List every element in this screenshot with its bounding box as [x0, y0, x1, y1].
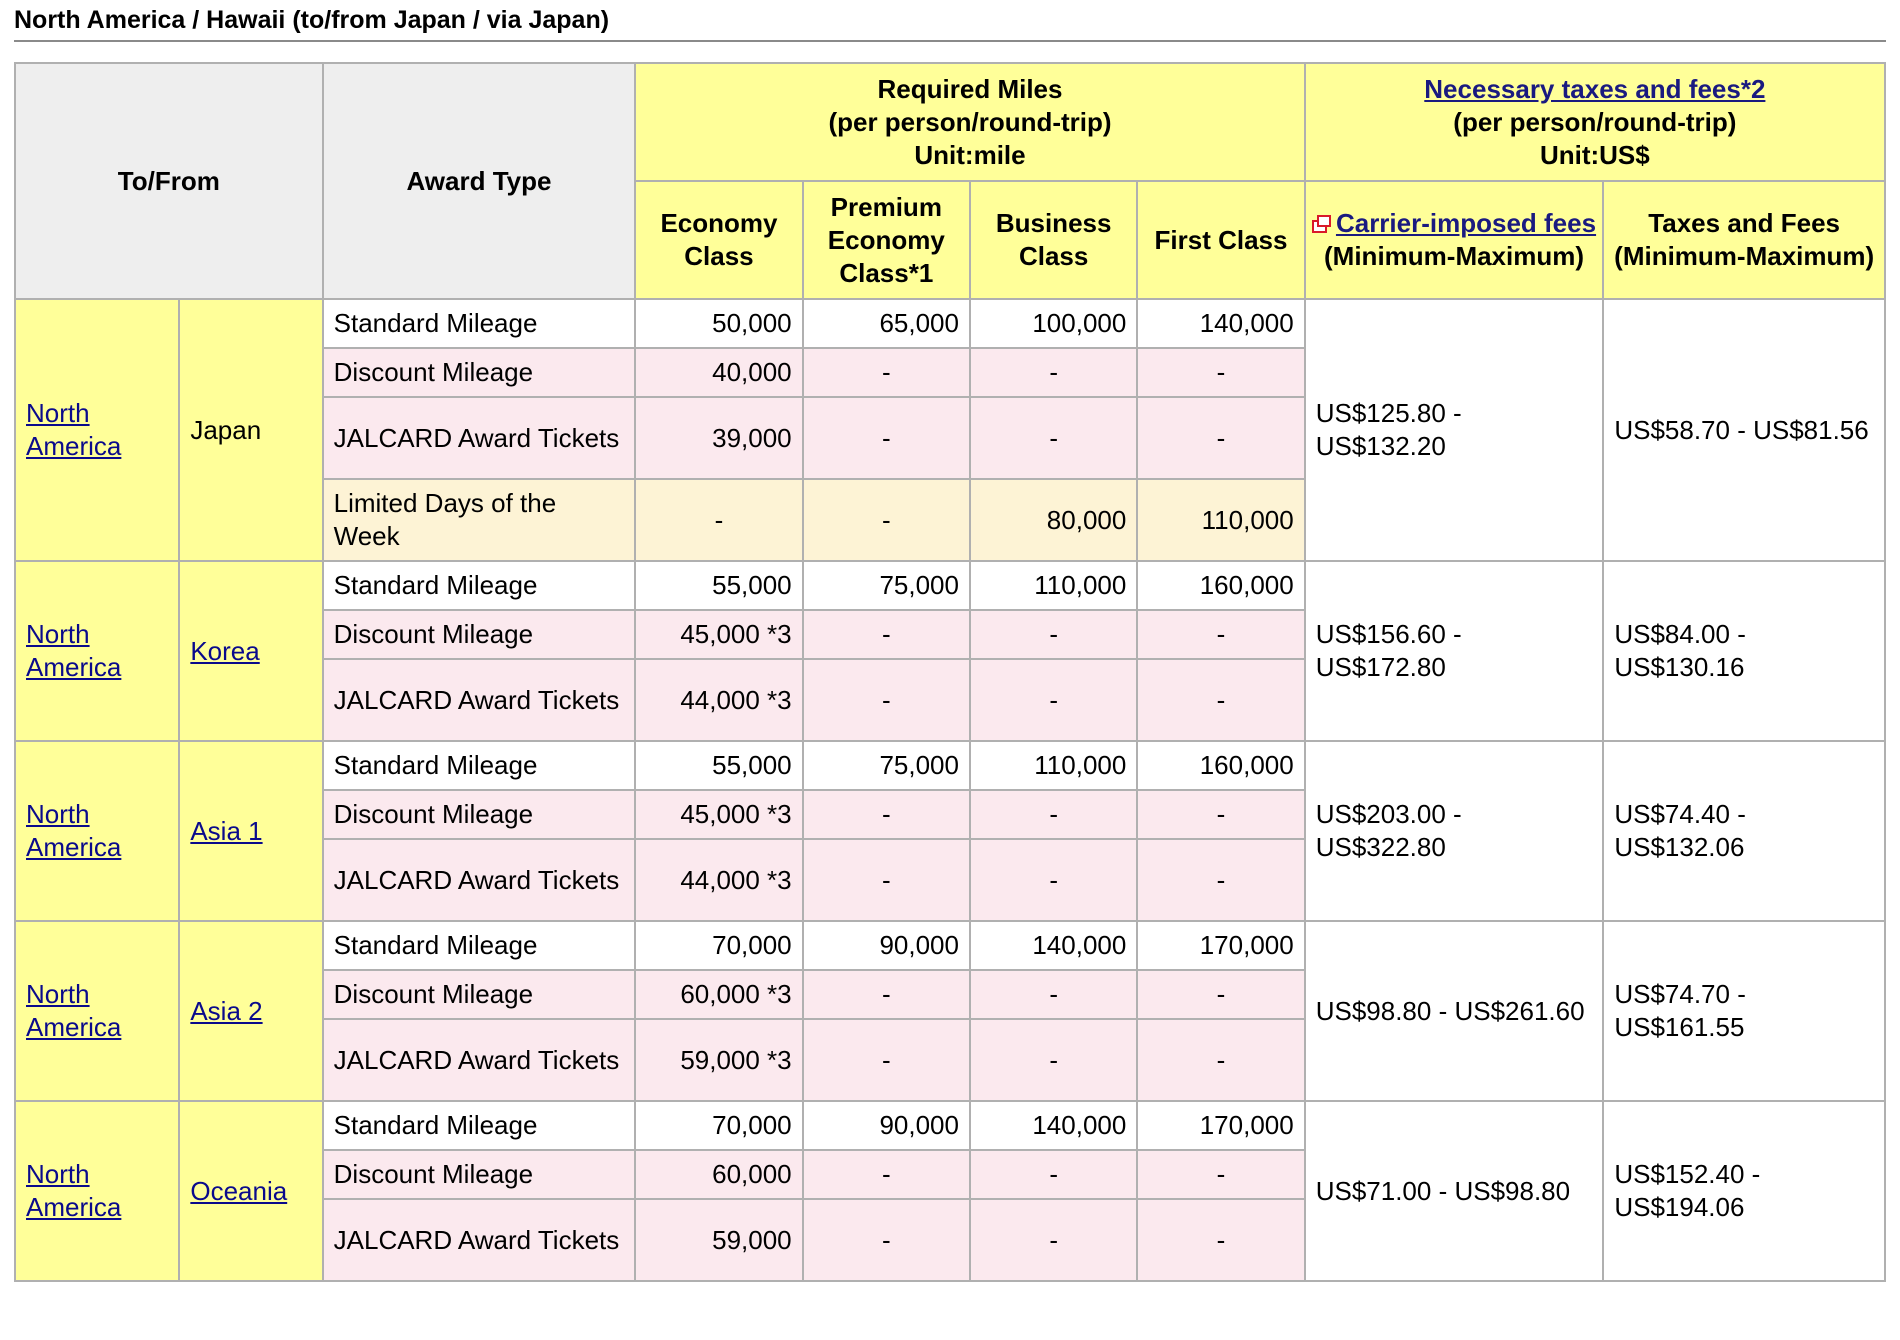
- carrier-imposed-fees-link[interactable]: Carrier-imposed fees: [1335, 208, 1597, 238]
- destination-cell: [179, 741, 322, 921]
- miles-business-cell: 140,000: [970, 921, 1137, 970]
- origin-link[interactable]: North America: [26, 799, 122, 862]
- header-award-type: Award Type: [323, 63, 636, 299]
- title-divider: [14, 40, 1886, 42]
- award-type-cell: JALCARD Award Tickets: [323, 1199, 636, 1281]
- miles-economy-cell: 60,000: [635, 1150, 802, 1199]
- award-type-cell: Discount Mileage: [323, 1150, 636, 1199]
- miles-business-cell: -: [970, 397, 1137, 479]
- table-row: [15, 561, 1885, 610]
- miles-business-cell: -: [970, 1019, 1137, 1101]
- header-to-from: To/From: [15, 63, 323, 299]
- miles-first-cell: 160,000: [1137, 741, 1304, 790]
- taxes-fees-cell: US$74.70 - US$161.55: [1603, 921, 1885, 1101]
- award-table-body: [15, 299, 1885, 1281]
- miles-first-cell: -: [1137, 970, 1304, 1019]
- miles-economy-cell: 70,000: [635, 1101, 802, 1150]
- taxes-and-fees-link[interactable]: Necessary taxes and fees*2: [1424, 73, 1766, 104]
- miles-premium-cell: -: [803, 348, 970, 397]
- miles-first-cell: -: [1137, 839, 1304, 921]
- destination-link[interactable]: Oceania: [190, 1175, 288, 1206]
- miles-business-cell: -: [970, 659, 1137, 741]
- carrier-fees-cell: US$71.00 - US$98.80: [1305, 1101, 1604, 1281]
- external-window-icon: [1312, 215, 1330, 233]
- miles-economy-cell: 55,000: [635, 561, 802, 610]
- taxes-fees-cell: US$74.40 - US$132.06: [1603, 741, 1885, 921]
- award-type-cell: JALCARD Award Tickets: [323, 839, 636, 921]
- miles-premium-cell: -: [803, 1019, 970, 1101]
- miles-premium-cell: 75,000: [803, 561, 970, 610]
- carrier-fees-cell: US$156.60 - US$172.80: [1305, 561, 1604, 741]
- miles-economy-cell: 59,000 *3: [635, 1019, 802, 1101]
- origin-cell: [15, 741, 179, 921]
- miles-premium-cell: 90,000: [803, 921, 970, 970]
- miles-business-cell: -: [970, 790, 1137, 839]
- header-economy-class: Economy Class: [635, 181, 802, 299]
- origin-link[interactable]: North America: [26, 398, 122, 461]
- miles-premium-cell: 90,000: [803, 1101, 970, 1150]
- award-type-cell: Standard Mileage: [323, 299, 636, 348]
- miles-business-cell: -: [970, 348, 1137, 397]
- carrier-fees-cell: US$125.80 - US$132.20: [1305, 299, 1604, 561]
- miles-business-cell: -: [970, 970, 1137, 1019]
- origin-cell: [15, 921, 179, 1101]
- header-row-top: [15, 63, 1885, 181]
- award-type-cell: Standard Mileage: [323, 921, 636, 970]
- destination-link[interactable]: Korea: [190, 635, 260, 666]
- award-miles-table: [14, 62, 1886, 1282]
- origin-cell: [15, 1101, 179, 1281]
- carrier-fees-cell: US$98.80 - US$261.60: [1305, 921, 1604, 1101]
- destination-cell: [179, 921, 322, 1101]
- miles-business-cell: -: [970, 839, 1137, 921]
- header-first-class: First Class: [1137, 181, 1304, 299]
- miles-business-cell: -: [970, 1150, 1137, 1199]
- carrier-fees-cell: US$203.00 - US$322.80: [1305, 741, 1604, 921]
- destination-cell: [179, 1101, 322, 1281]
- miles-business-cell: -: [970, 1199, 1137, 1281]
- miles-economy-cell: 70,000: [635, 921, 802, 970]
- taxes-fees-cell: US$84.00 - US$130.16: [1603, 561, 1885, 741]
- origin-link[interactable]: North America: [26, 1159, 122, 1222]
- award-chart-section: [14, 0, 1900, 1282]
- award-type-cell: JALCARD Award Tickets: [323, 397, 636, 479]
- origin-link[interactable]: North America: [26, 979, 122, 1042]
- award-type-cell: Discount Mileage: [323, 790, 636, 839]
- destination-link[interactable]: Asia 2: [190, 995, 263, 1026]
- award-type-cell: JALCARD Award Tickets: [323, 1019, 636, 1101]
- miles-first-cell: 110,000: [1137, 479, 1304, 561]
- miles-first-cell: -: [1137, 610, 1304, 659]
- miles-first-cell: -: [1137, 659, 1304, 741]
- miles-economy-cell: 45,000 *3: [635, 610, 802, 659]
- miles-first-cell: -: [1137, 1019, 1304, 1101]
- origin-cell: [15, 299, 179, 561]
- carrier-fees-range-label: (Minimum-Maximum): [1324, 241, 1585, 271]
- miles-premium-cell: 75,000: [803, 741, 970, 790]
- miles-economy-cell: 39,000: [635, 397, 802, 479]
- section-title: North America / Hawaii (to/from Japan / via Japan): [14, 6, 610, 34]
- award-type-cell: Standard Mileage: [323, 1101, 636, 1150]
- header-taxes: [1305, 63, 1885, 181]
- miles-premium-cell: -: [803, 479, 970, 561]
- miles-business-cell: 110,000: [970, 741, 1137, 790]
- destination-cell: [179, 561, 322, 741]
- destination-link[interactable]: Asia 1: [190, 815, 263, 846]
- taxes-unit: Unit:US$: [1539, 139, 1650, 170]
- required-miles-basis: (per person/round-trip): [828, 106, 1112, 137]
- origin-link[interactable]: North America: [26, 619, 122, 682]
- miles-economy-cell: -: [635, 479, 802, 561]
- miles-premium-cell: 65,000: [803, 299, 970, 348]
- miles-first-cell: 140,000: [1137, 299, 1304, 348]
- miles-first-cell: 160,000: [1137, 561, 1304, 610]
- miles-business-cell: 80,000: [970, 479, 1137, 561]
- award-type-cell: Limited Days of the Week: [323, 479, 636, 561]
- origin-cell: [15, 561, 179, 741]
- header-taxes-and-fees: Taxes and Fees (Minimum-Maximum): [1603, 181, 1885, 299]
- miles-economy-cell: 44,000 *3: [635, 839, 802, 921]
- destination-cell: [179, 299, 322, 561]
- miles-first-cell: 170,000: [1137, 1101, 1304, 1150]
- taxes-fees-cell: US$152.40 - US$194.06: [1603, 1101, 1885, 1281]
- miles-business-cell: 140,000: [970, 1101, 1137, 1150]
- miles-economy-cell: 60,000 *3: [635, 970, 802, 1019]
- miles-premium-cell: -: [803, 610, 970, 659]
- miles-economy-cell: 50,000: [635, 299, 802, 348]
- header-business-class: Business Class: [970, 181, 1137, 299]
- miles-economy-cell: 59,000: [635, 1199, 802, 1281]
- miles-premium-cell: -: [803, 790, 970, 839]
- award-type-cell: Standard Mileage: [323, 561, 636, 610]
- miles-economy-cell: 44,000 *3: [635, 659, 802, 741]
- miles-first-cell: 170,000: [1137, 921, 1304, 970]
- miles-premium-cell: -: [803, 1199, 970, 1281]
- miles-first-cell: -: [1137, 397, 1304, 479]
- miles-premium-cell: -: [803, 839, 970, 921]
- miles-economy-cell: 45,000 *3: [635, 790, 802, 839]
- header-carrier-fees: [1305, 181, 1604, 299]
- destination-label: Japan: [190, 414, 262, 445]
- miles-first-cell: -: [1137, 1199, 1304, 1281]
- miles-business-cell: 100,000: [970, 299, 1137, 348]
- required-miles-title: Required Miles: [877, 73, 1063, 104]
- table-row: [15, 741, 1885, 790]
- miles-first-cell: -: [1137, 348, 1304, 397]
- miles-premium-cell: -: [803, 397, 970, 479]
- miles-premium-cell: -: [803, 659, 970, 741]
- taxes-fees-cell: US$58.70 - US$81.56: [1603, 299, 1885, 561]
- required-miles-unit: Unit:mile: [914, 139, 1026, 170]
- miles-premium-cell: -: [803, 970, 970, 1019]
- table-row: [15, 921, 1885, 970]
- miles-first-cell: -: [1137, 1150, 1304, 1199]
- miles-economy-cell: 40,000: [635, 348, 802, 397]
- award-type-cell: Discount Mileage: [323, 610, 636, 659]
- award-type-cell: Standard Mileage: [323, 741, 636, 790]
- table-row: [15, 299, 1885, 348]
- miles-business-cell: -: [970, 610, 1137, 659]
- award-type-cell: Discount Mileage: [323, 970, 636, 1019]
- miles-business-cell: 110,000: [970, 561, 1137, 610]
- miles-economy-cell: 55,000: [635, 741, 802, 790]
- award-type-cell: JALCARD Award Tickets: [323, 659, 636, 741]
- table-row: [15, 1101, 1885, 1150]
- miles-premium-cell: -: [803, 1150, 970, 1199]
- award-type-cell: Discount Mileage: [323, 348, 636, 397]
- miles-first-cell: -: [1137, 790, 1304, 839]
- taxes-basis: (per person/round-trip): [1453, 106, 1737, 137]
- header-required-miles: [635, 63, 1304, 181]
- header-premium-economy-class: Premium Economy Class*1: [803, 181, 970, 299]
